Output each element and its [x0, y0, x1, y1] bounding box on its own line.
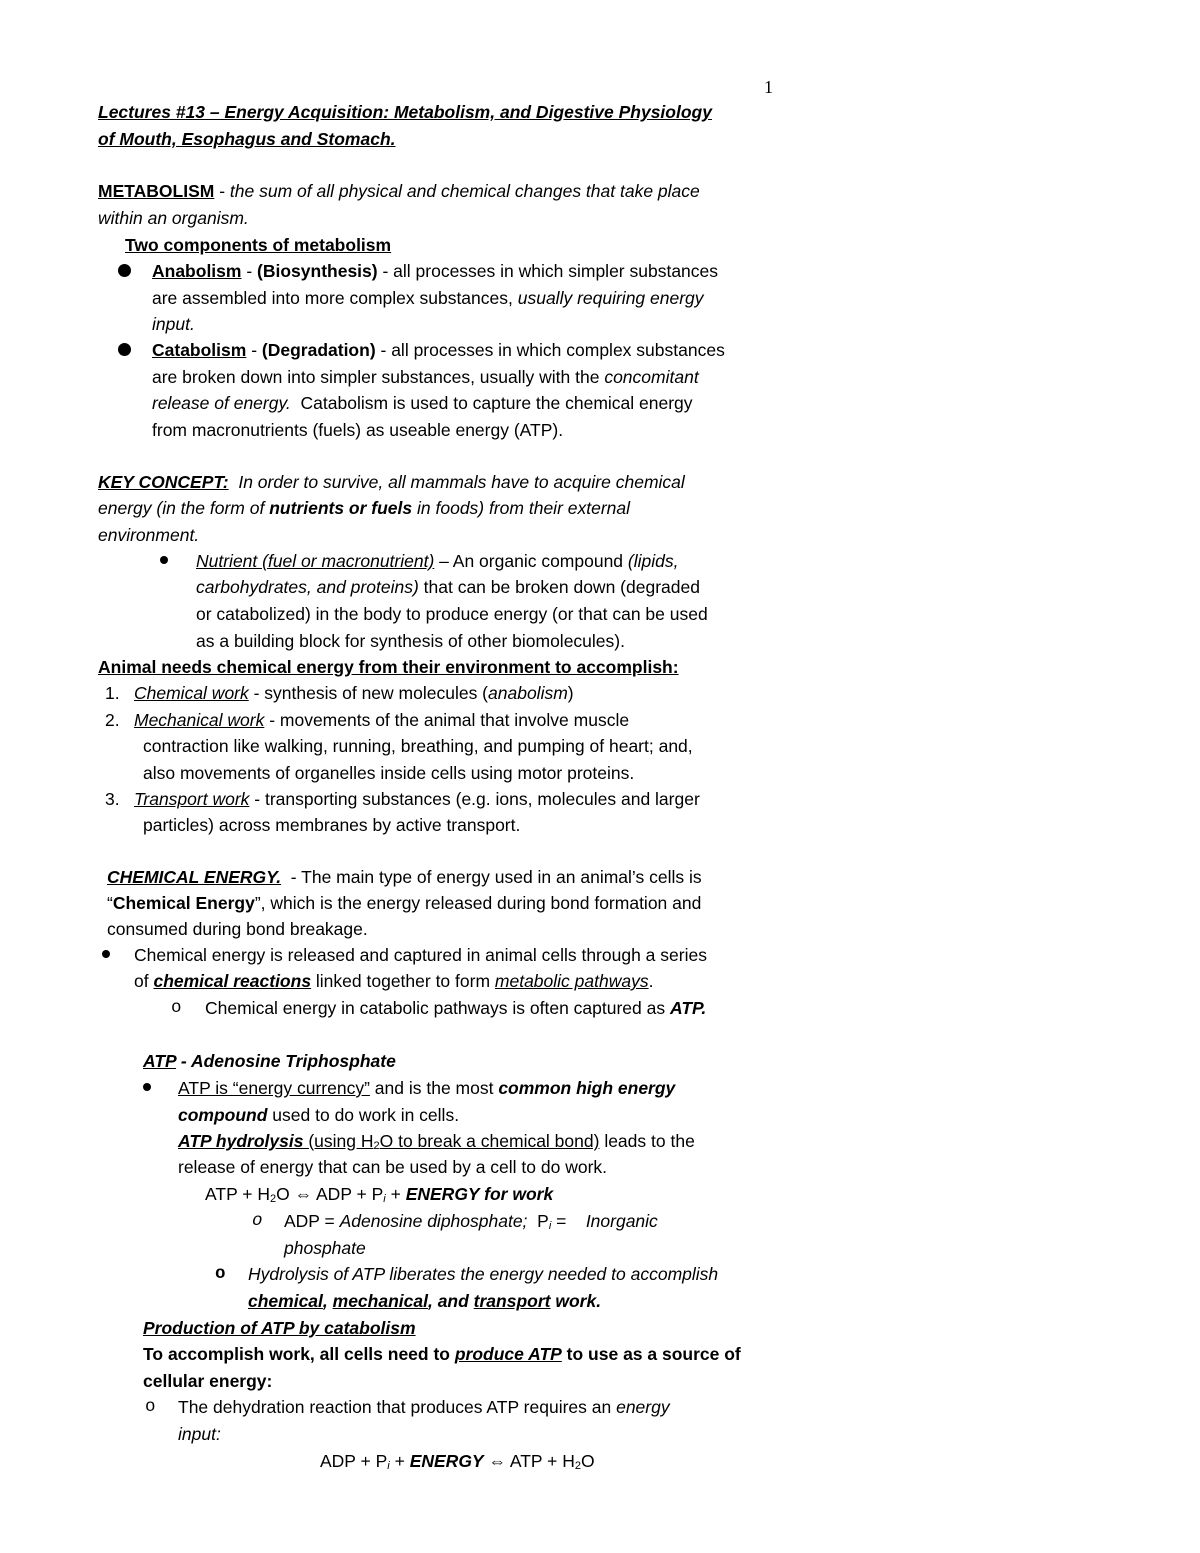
anabolism-line-1	[152, 260, 718, 282]
catabolism-line-3	[152, 392, 693, 414]
chemical-bullet-2a: of	[134, 971, 154, 991]
needs-item-1-ital: anabolism	[488, 683, 568, 703]
adp-a: ADP =	[284, 1211, 340, 1231]
needs-item-1-term: Chemical work	[134, 683, 249, 703]
needs-item-1-end: )	[567, 683, 574, 703]
hydrolysis-sub-bullet: o	[215, 1264, 226, 1284]
chemical-energy-label: CHEMICAL ENERGY.	[107, 867, 282, 887]
eq2-a: ADP + P	[320, 1451, 388, 1471]
hyd-sep-2: , and	[427, 1291, 474, 1311]
anabolism-term: Anabolism	[152, 261, 242, 281]
key-concept-label: KEY CONCEPT:	[98, 472, 229, 492]
catabolism-line-1	[152, 339, 725, 361]
hyd-transport: transport	[473, 1291, 551, 1311]
nutrient-text-1b: – An organic compound	[434, 551, 628, 571]
components-heading: Two components of metabolism	[125, 235, 392, 255]
chemical-energy-line-1	[107, 866, 702, 888]
adp-sub-bullet: o	[252, 1211, 263, 1231]
eq2-c: ENERGY	[409, 1451, 484, 1471]
nutrient-line-4: as a building block for synthesis of other biomolecules).	[196, 631, 625, 651]
chemical-bullet-2e: .	[648, 971, 654, 991]
production-line-2: cellular energy:	[143, 1371, 273, 1391]
key-concept-text-2c: in foods) from their external	[412, 498, 631, 518]
production-heading: Production of ATP by catabolism	[143, 1318, 416, 1338]
chemical-bullet	[102, 950, 110, 958]
chemical-bullet-2d: metabolic pathways	[494, 971, 649, 991]
chemical-energy-text-1: - The main type of energy used in an animal’s cells is	[281, 867, 702, 887]
needs-item-3-text: - transporting substances (e.g. ions, molecules and larger	[249, 789, 700, 809]
nutrient-line-1	[196, 550, 678, 572]
atp-hyd-c: O to break a chemical bond)	[379, 1131, 600, 1151]
adp-b: Adenosine diphosphate;	[339, 1211, 528, 1231]
page-number: 1	[764, 77, 773, 97]
needs-item-2-cont-1: contraction like walking, running, breathing, and pumping of heart; and,	[143, 736, 693, 756]
catabolism-text-3b: Catabolism is used to capture the chemical energy	[290, 393, 693, 413]
anabolism-bullet	[118, 264, 131, 277]
dehydration-line-2: input:	[178, 1424, 221, 1444]
needs-item-3	[105, 788, 700, 810]
atp-line-1b: and is the most	[369, 1078, 499, 1098]
catabolism-line-2	[152, 366, 699, 388]
needs-item-2-term: Mechanical work	[134, 710, 265, 730]
eq2-e: O	[581, 1451, 595, 1471]
atp-equation	[205, 1183, 553, 1205]
atp-line-2	[178, 1104, 459, 1126]
needs-heading: Animal needs chemical energy from their environment to accomplish:	[98, 657, 679, 677]
dehydration-line-1	[178, 1396, 670, 1418]
hyd-chemical: chemical	[248, 1291, 323, 1311]
nutrient-text-1c: (lipids,	[627, 551, 679, 571]
atp-hydrolysis-line-2: release of energy that can be used by a cell to do work.	[178, 1157, 608, 1177]
eq1-b: O ⇔ ADP + P	[276, 1184, 384, 1204]
document-title-line-1: Lectures #13 – Energy Acquisition: Metabolism, and Digestive Physiology	[98, 102, 712, 122]
atp-hyd-sub: 2	[373, 1140, 380, 1152]
prod-1c: to use as a source of	[561, 1344, 741, 1364]
adp-c: P	[527, 1211, 549, 1231]
key-concept-text-2b: nutrients or fuels	[269, 498, 413, 518]
needs-item-1-num: 1.	[105, 683, 120, 703]
eq1-i: i	[383, 1193, 386, 1205]
nutrient-line-2	[196, 576, 700, 598]
atp-line-2b: used to do work in cells.	[267, 1105, 460, 1125]
needs-item-2	[105, 709, 629, 731]
needs-item-2-cont-2: also movements of organelles inside cells using motor proteins.	[143, 763, 635, 783]
atp-bullet	[143, 1083, 151, 1091]
nutrient-bullet	[160, 556, 168, 564]
key-concept-line-1	[98, 471, 685, 493]
eq1-a: ATP + H	[205, 1184, 271, 1204]
catabolism-text-3a: release of energy.	[152, 393, 291, 413]
atp-hyd-d: leads to the	[599, 1131, 695, 1151]
nutrient-text-2a: carbohydrates, and proteins)	[196, 577, 419, 597]
catabolic-sub-1b: ATP.	[669, 998, 707, 1018]
catabolic-sub-1a: Chemical energy in catabolic pathways is often captured as	[205, 998, 670, 1018]
atp-heading-rest: - Adenosine Triphosphate	[176, 1051, 396, 1071]
chemical-bullet-line-2	[134, 970, 653, 992]
needs-item-2-text: - movements of the animal that involve muscle	[264, 710, 630, 730]
catabolic-sub-line	[205, 997, 706, 1019]
eq2-sub: 2	[574, 1460, 581, 1472]
needs-item-1-text: - synthesis of new molecules (	[248, 683, 489, 703]
catabolism-alt: (Degradation)	[261, 340, 376, 360]
chemical-energy-text-2c: ”, which is the energy released during bond formation and	[254, 893, 702, 913]
adp-line-2: phosphate	[284, 1238, 366, 1258]
nutrient-term: Nutrient (fuel or macronutrient)	[196, 551, 435, 571]
anabolism-dash: -	[241, 261, 258, 281]
catabolism-line-4: from macronutrients (fuels) as useable energy (ATP).	[152, 420, 564, 440]
catabolism-dash: -	[246, 340, 262, 360]
nutrient-line-3: or catabolized) in the body to produce energy (or that can be used	[196, 604, 708, 624]
metabolism-definition-line-2: within an organism.	[98, 208, 249, 228]
metabolism-def-1: the sum of all physical and chemical changes that take place	[229, 181, 700, 201]
hyd-sep-1: ,	[322, 1291, 333, 1311]
anabolism-text-2b: usually requiring energy	[517, 288, 704, 308]
key-concept-line-2	[98, 497, 630, 519]
atp-hyd-b-text: (using H	[303, 1131, 374, 1151]
catabolism-text-2a: are broken down into simpler substances, usually with the	[152, 367, 605, 387]
catabolism-bullet	[118, 343, 131, 356]
hyd-end: work.	[550, 1291, 602, 1311]
anabolism-alt: (Biosynthesis)	[257, 261, 378, 281]
atp-hyd-b	[303, 1131, 599, 1151]
catabolism-term: Catabolism	[152, 340, 247, 360]
anabolism-text-1: - all processes in which simpler substances	[377, 261, 719, 281]
chemical-energy-line-2	[107, 892, 701, 914]
chemical-energy-text-2a: “	[107, 893, 113, 913]
catabolic-sub-bullet: o	[171, 998, 182, 1018]
hydrolysis-line-2	[248, 1290, 601, 1312]
atp-line-1c: common high energy	[498, 1078, 676, 1098]
production-line-1	[143, 1343, 741, 1365]
adp-e: Inorganic	[585, 1211, 658, 1231]
eq2-i: i	[387, 1460, 390, 1472]
catabolism-text-1: - all processes in which complex substances	[375, 340, 725, 360]
atp-line-1a: ATP is “energy currency”	[178, 1078, 370, 1098]
chemical-energy-text-2b: Chemical Energy	[112, 893, 255, 913]
metabolism-definition-line-1	[98, 180, 700, 202]
needs-item-3-cont-1: particles) across membranes by active transport.	[143, 815, 521, 835]
key-concept-text-1: In order to survive, all mammals have to acquire chemical	[228, 472, 685, 492]
eq2-d: ⇔ ATP + H	[483, 1451, 575, 1471]
dehyd-1b: energy	[616, 1397, 670, 1417]
needs-item-3-term: Transport work	[134, 789, 250, 809]
needs-item-2-num: 2.	[105, 710, 120, 730]
catabolism-text-2b: concomitant	[604, 367, 699, 387]
chemical-bullet-line-1: Chemical energy is released and captured in animal cells through a series	[134, 945, 707, 965]
hyd-mechanical: mechanical	[332, 1291, 428, 1311]
eq1-c: +	[385, 1184, 406, 1204]
atp-hyd-a: ATP hydrolysis	[178, 1131, 304, 1151]
anabolism-text-2a: are assembled into more complex substances,	[152, 288, 518, 308]
needs-item-3-num: 3.	[105, 789, 120, 809]
chemical-bullet-2b: chemical reactions	[153, 971, 312, 991]
hydrolysis-line-1: Hydrolysis of ATP liberates the energy needed to accomplish	[248, 1264, 719, 1284]
atp-heading	[143, 1050, 396, 1072]
atp-heading-term: ATP	[143, 1051, 177, 1071]
metabolism-sep: -	[214, 181, 230, 201]
key-concept-text-2a: energy (in the form of	[98, 498, 270, 518]
eq1-d: ENERGY for work	[405, 1184, 554, 1204]
dehyd-1a: The dehydration reaction that produces ATP requires an	[178, 1397, 617, 1417]
eq2-b: +	[389, 1451, 410, 1471]
anabolism-line-3: input.	[152, 314, 195, 334]
nutrient-text-2b: that can be broken down (degraded	[418, 577, 700, 597]
document-title-line-2: of Mouth, Esophagus and Stomach.	[98, 129, 396, 149]
metabolism-term: METABOLISM	[98, 181, 215, 201]
adp-d: =	[551, 1211, 586, 1231]
needs-item-1	[105, 682, 574, 704]
atp-line-1	[178, 1077, 675, 1099]
dehydration-sub-bullet: o	[145, 1397, 156, 1417]
chemical-bullet-2c: linked together to form	[311, 971, 495, 991]
key-concept-line-3: environment.	[98, 525, 200, 545]
adp-line-1	[284, 1210, 658, 1232]
atp-line-2a: compound	[178, 1105, 268, 1125]
eq1-sub: 2	[270, 1193, 277, 1205]
atp-hydrolysis-line-1	[178, 1130, 695, 1152]
chemical-energy-line-3: consumed during bond breakage.	[107, 919, 368, 939]
anabolism-line-2	[152, 287, 704, 309]
dehydration-equation	[320, 1450, 595, 1472]
adp-i: i	[548, 1220, 552, 1232]
prod-1a: To accomplish work, all cells need to	[143, 1344, 455, 1364]
prod-1b: produce ATP	[454, 1344, 562, 1364]
